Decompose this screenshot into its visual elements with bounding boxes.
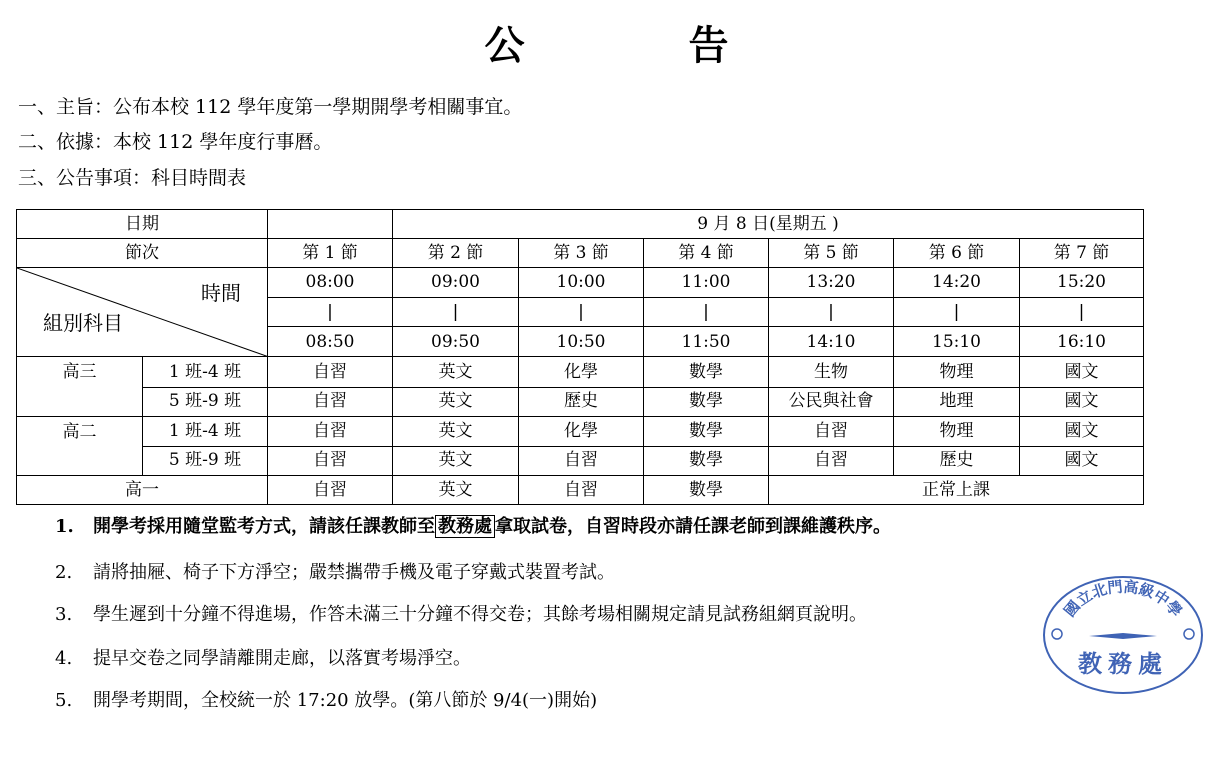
list-item: [55, 686, 597, 712]
grade-label: 高二: [17, 416, 143, 475]
date-value: 9 月 8 日(星期五 ): [393, 210, 1144, 239]
period-header: 第 3 節: [519, 239, 644, 268]
note-text: 學生遲到十分鐘不得進場，作答未滿三十分鐘不得交卷；其餘考場相關規定請見試務組網頁說明。: [93, 604, 867, 625]
subject-cell: 自習: [519, 475, 644, 504]
class-range: 1 班-4 班: [143, 416, 268, 446]
subject-cell: 數學: [644, 387, 769, 416]
subject-cell: 物理: [894, 357, 1020, 387]
table-row: [17, 357, 1144, 387]
start-time: 14:20: [894, 268, 1020, 298]
subject-cell: 歷史: [894, 446, 1020, 475]
diagonal-header-cell: [17, 268, 268, 357]
note-text: 請將抽屜、椅子下方淨空；嚴禁攜帶手機及電子穿戴式裝置考試。: [93, 562, 615, 583]
subject-cell: 自習: [769, 416, 894, 446]
subject-cell: 歷史: [519, 387, 644, 416]
class-range: 5 班-9 班: [143, 446, 268, 475]
subject-cell: 物理: [894, 416, 1020, 446]
table-row: [17, 446, 1144, 475]
grade-label: 高三: [17, 357, 143, 416]
note-number: 4.: [55, 648, 73, 669]
time-separator: |: [644, 298, 769, 327]
office-seal-stamp: [1043, 576, 1203, 694]
subject-cell: 自習: [268, 446, 393, 475]
subject-cell: 數學: [644, 357, 769, 387]
time-separator: |: [1020, 298, 1144, 327]
note-text: 拿取試卷，自習時段亦請任課老師到課維護秩序。: [495, 516, 891, 537]
seal-ornament-icon: [1184, 629, 1194, 639]
subject-cell: 自習: [268, 387, 393, 416]
period-header: 第 5 節: [769, 239, 894, 268]
note-number: 3.: [55, 604, 73, 625]
time-separator: |: [519, 298, 644, 327]
subject-cell: 國文: [1020, 446, 1144, 475]
subject-cell: 英文: [393, 475, 519, 504]
seal-ornament-icon: [1052, 629, 1062, 639]
subject-cell: 英文: [393, 446, 519, 475]
time-separator: |: [393, 298, 519, 327]
subject-cell: 數學: [644, 446, 769, 475]
note-number: 5.: [55, 690, 73, 711]
time-separator: |: [769, 298, 894, 327]
start-time: 09:00: [393, 268, 519, 298]
period-header: 第 4 節: [644, 239, 769, 268]
subject-cell: 英文: [393, 416, 519, 446]
exam-schedule-table: [16, 209, 1144, 505]
end-time: 16:10: [1020, 327, 1144, 357]
period-header: 第 6 節: [894, 239, 1020, 268]
period-header: 第 7 節: [1020, 239, 1144, 268]
class-range: 5 班-9 班: [143, 387, 268, 416]
start-time: 11:00: [644, 268, 769, 298]
subject-cell: 英文: [393, 387, 519, 416]
subject-cell: 英文: [393, 357, 519, 387]
subject-cell: 化學: [519, 416, 644, 446]
table-row: [17, 416, 1144, 446]
subject-cell: 數學: [644, 416, 769, 446]
class-range: 1 班-4 班: [143, 357, 268, 387]
blank-cell: [268, 210, 393, 239]
regular-class-cell: 正常上課: [769, 475, 1144, 504]
seal-school-name: 國立北門高級中學: [1060, 578, 1186, 621]
subject-cell: 自習: [268, 416, 393, 446]
subject-cell: 自習: [268, 357, 393, 387]
subject-cell: 國文: [1020, 387, 1144, 416]
start-time: 08:00: [268, 268, 393, 298]
date-label: 日期: [17, 210, 268, 239]
boxed-office-name: 教務處: [435, 515, 495, 538]
seal-dept-name: 教務處: [1078, 649, 1168, 678]
time-separator: |: [894, 298, 1020, 327]
subject-cell: 地理: [894, 387, 1020, 416]
subject-cell: 數學: [644, 475, 769, 504]
clause-basis: 二、依據：本校 112 學年度行事曆。: [18, 131, 333, 153]
note-number: 2.: [55, 562, 73, 583]
start-time: 13:20: [769, 268, 894, 298]
end-time: 15:10: [894, 327, 1020, 357]
group-subject-label: 組別科目: [43, 311, 123, 336]
list-item: [55, 600, 867, 626]
period-header: 第 2 節: [393, 239, 519, 268]
note-text: 開學考期間，全校統一於 17:20 放學。(第八節於 9/4(一)開始): [93, 690, 598, 711]
period-label: 節次: [17, 239, 268, 268]
svg-text:國立北門高級中學: [1061, 578, 1186, 620]
start-time: 10:00: [519, 268, 644, 298]
subject-cell: 自習: [268, 475, 393, 504]
end-time: 11:50: [644, 327, 769, 357]
subject-cell: 化學: [519, 357, 644, 387]
table-row: [17, 475, 1144, 504]
list-item: [55, 558, 615, 584]
subject-cell: 自習: [769, 446, 894, 475]
subject-cell: 自習: [519, 446, 644, 475]
note-number: 1.: [55, 516, 74, 537]
table-row: [17, 387, 1144, 416]
start-time: 15:20: [1020, 268, 1144, 298]
subject-cell: 國文: [1020, 416, 1144, 446]
seal-divider-icon: [1089, 633, 1157, 639]
list-item: [55, 512, 891, 538]
time-separator: |: [268, 298, 393, 327]
subject-cell: 公民與社會: [769, 387, 894, 416]
subject-cell: 國文: [1020, 357, 1144, 387]
end-time: 09:50: [393, 327, 519, 357]
page-title: 公 告: [484, 23, 791, 69]
time-label: 時間: [201, 281, 241, 306]
list-item: [55, 644, 471, 670]
clause-items: 三、公告事項：科目時間表: [18, 167, 247, 189]
note-text: 開學考採用隨堂監考方式，請該任課教師至: [93, 516, 435, 537]
end-time: 14:10: [769, 327, 894, 357]
subject-cell: 生物: [769, 357, 894, 387]
note-text: 提早交卷之同學請離開走廊，以落實考場淨空。: [93, 648, 471, 669]
period-header: 第 1 節: [268, 239, 393, 268]
grade-label: 高一: [17, 475, 268, 504]
end-time: 10:50: [519, 327, 644, 357]
end-time: 08:50: [268, 327, 393, 357]
clause-purpose: 一、主旨：公布本校 112 學年度第一學期開學考相關事宜。: [18, 96, 523, 118]
